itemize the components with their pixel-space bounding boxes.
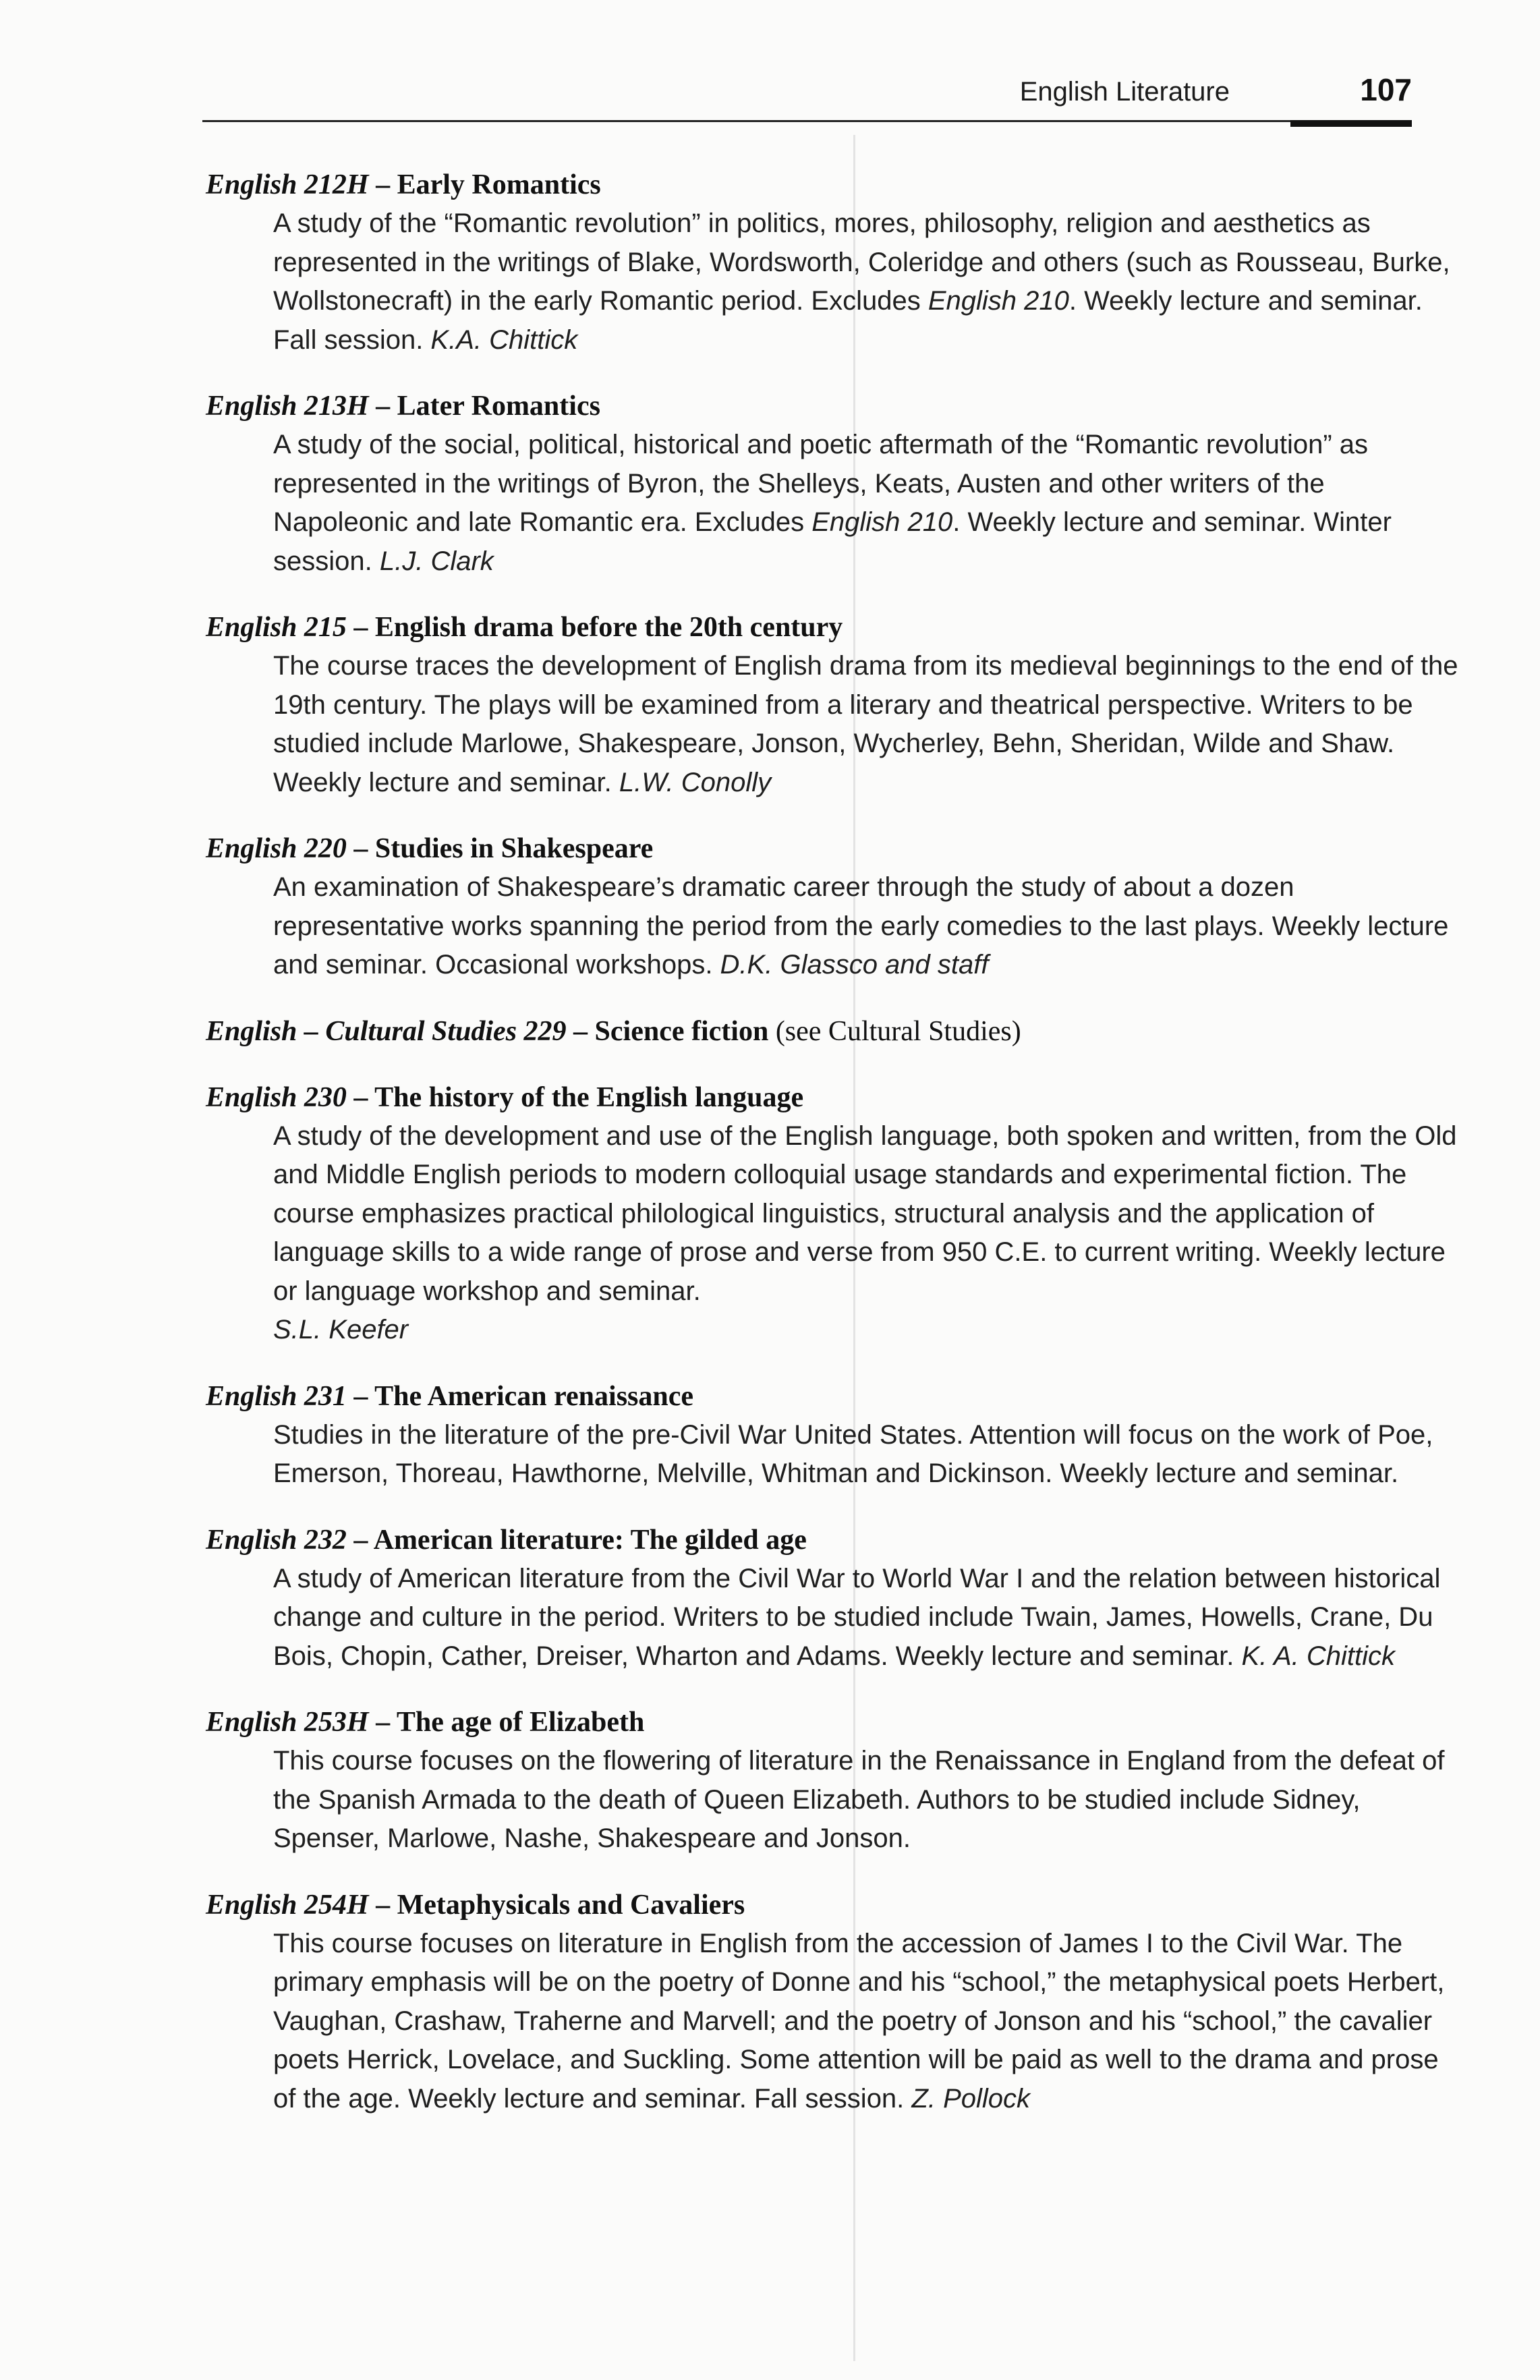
course-code: English 213H	[206, 391, 369, 422]
course-heading	[206, 1703, 1460, 1742]
course-entry	[206, 1703, 1460, 1859]
description-text: An examination of Shakespeare’s dramatic career through the study of about a dozen representative works spanning the period from the early comedies to the last plays. Weekly lecture and seminar. Occasional workshops.	[273, 872, 1449, 980]
heading-separator: –	[346, 833, 375, 864]
course-title: Science fiction	[594, 1015, 769, 1047]
heading-separator: –	[346, 1380, 375, 1412]
course-code: English 254H	[206, 1889, 369, 1921]
course-heading	[206, 1377, 1460, 1416]
course-entry	[206, 829, 1460, 985]
description-text: Studies in the literature of the pre-Civil War United States. Attention will focus on the work of Poe, Emerson, Thoreau, Hawthorne, Melville, Whitman and Dickinson. Weekly lecture and seminar.	[273, 1419, 1433, 1488]
course-title: The American renaissance	[374, 1380, 694, 1412]
course-list	[206, 165, 1460, 2145]
course-heading	[206, 1521, 1460, 1560]
course-description	[273, 1925, 1460, 2119]
heading-separator: –	[346, 1081, 375, 1113]
course-description	[273, 647, 1460, 802]
heading-separator: –	[368, 169, 397, 200]
cross-reference: (see Cultural Studies)	[775, 1015, 1021, 1047]
course-code: English 253H	[206, 1707, 369, 1738]
course-entry	[206, 387, 1460, 581]
course-code: English 212H	[206, 169, 369, 200]
course-code: English 232	[206, 1524, 347, 1556]
excludes-reference: English 210	[928, 286, 1069, 316]
course-heading	[206, 1886, 1460, 1925]
course-entry	[206, 165, 1460, 360]
course-heading	[206, 1012, 1460, 1051]
course-heading	[206, 608, 1460, 647]
heading-separator: –	[368, 391, 397, 422]
course-heading	[206, 1078, 1460, 1117]
course-code: English 230	[206, 1081, 347, 1113]
course-code: English 215	[206, 612, 347, 643]
header-rule	[202, 120, 1412, 122]
course-title: Studies in Shakespeare	[374, 833, 654, 864]
heading-separator: –	[346, 612, 375, 643]
course-description	[273, 868, 1460, 985]
heading-separator: –	[346, 1524, 374, 1556]
course-description	[273, 1742, 1460, 1859]
page-number: 107	[1360, 72, 1412, 107]
description-text: This course focuses on literature in English from the accession of James I to the Civil War. The primary emphasis will be on the poetry of Donne and his “school,” the metaphysical poets Herbert, Vaughan, Crashaw, Traherne and Marvell; and the poetry of Jonson and his “school,” the cavalier poets Herrick, Lovelace, and Suckling. Some attention will be paid as well to the drama and prose of the age. Weekly lecture and seminar. Fall session.	[273, 1928, 1445, 2114]
excludes-reference: English 210	[811, 507, 953, 537]
page-header	[202, 67, 1432, 128]
course-description	[273, 426, 1460, 581]
course-heading	[206, 829, 1460, 868]
course-entry	[206, 1521, 1460, 1676]
course-description	[273, 1416, 1460, 1494]
heading-separator: –	[368, 1707, 397, 1738]
course-heading	[206, 165, 1460, 204]
course-entry	[206, 1012, 1460, 1051]
instructor: L.J. Clark	[379, 546, 494, 576]
course-entry	[206, 1886, 1460, 2119]
course-title: Metaphysicals and Cavaliers	[397, 1889, 745, 1921]
header-rule-accent	[1290, 120, 1412, 127]
description-text: A study of American literature from the Civil War to World War I and the relation between historical change and culture in the period. Writers to be studied include Twain, James, Howells, Crane, Du Bois, Chopin, Cather, Dreiser, Wharton and Adams. Weekly lecture and seminar.	[273, 1563, 1441, 1671]
course-title: American literature: The gilded age	[373, 1524, 807, 1556]
course-title: The history of the English language	[374, 1081, 804, 1113]
description-text: This course focuses on the flowering of literature in the Renaissance in England from the defeat of the Spanish Armada to the death of Queen Elizabeth. Authors to be studied include Sidney, Spenser, Marlowe, Nashe, Shakespeare and Jonson.	[273, 1746, 1445, 1853]
instructor: K. A. Chittick	[1241, 1641, 1395, 1671]
course-code: English – Cultural Studies 229	[206, 1015, 567, 1047]
heading-separator: –	[368, 1889, 397, 1921]
course-title: Early Romantics	[397, 169, 601, 200]
course-code: English 220	[206, 833, 347, 864]
course-entry	[206, 608, 1460, 802]
description-text: . Weekly lecture and seminar. Winter session.	[273, 507, 1392, 576]
course-description	[273, 204, 1460, 360]
course-title: English drama before the 20th century	[374, 612, 843, 643]
description-text: A study of the development and use of the English language, both spoken and written, from the Old and Middle English periods to modern colloquial usage standards and experimental fiction. The course emphasizes practical philological linguistics, structural analysis and the application of language skills to a wide range of prose and verse from 950 C.E. to current writing. Weekly lecture or language workshop and seminar.	[273, 1121, 1457, 1306]
running-head: English Literature	[1019, 77, 1230, 107]
description-text: The course traces the development of English drama from its medieval beginnings to the end of the 19th century. The plays will be examined from a literary and theatrical perspective. Writers to be studied include Marlowe, Shakespeare, Jonson, Wycherley, Behn, Sheridan, Wilde and Shaw. Weekly lecture and seminar.	[273, 651, 1458, 797]
instructor: L.W. Conolly	[619, 767, 772, 797]
course-description	[273, 1117, 1460, 1350]
course-code: English 231	[206, 1380, 347, 1412]
description-text: A study of the social, political, historical and poetic aftermath of the “Romantic revolution” as represented in the writings of Byron, the Shelleys, Keats, Austen and other writers of the Napoleonic and late Romantic era. Excludes	[273, 430, 1369, 537]
course-title: Later Romantics	[397, 391, 600, 422]
course-entry	[206, 1377, 1460, 1494]
course-entry	[206, 1078, 1460, 1350]
description-text: . Weekly lecture and seminar. Fall session.	[273, 286, 1423, 355]
heading-separator: –	[566, 1015, 595, 1047]
course-title: The age of Elizabeth	[396, 1707, 645, 1738]
instructor: K.A. Chittick	[430, 324, 578, 355]
instructor: S.L. Keefer	[273, 1315, 409, 1344]
instructor: Z. Pollock	[911, 2083, 1031, 2114]
course-description	[273, 1560, 1460, 1676]
course-heading	[206, 387, 1460, 426]
instructor: D.K. Glassco and staff	[720, 950, 989, 980]
description-text: A study of the “Romantic revolution” in politics, mores, philosophy, religion and aesthetics as represented in the writings of Blake, Wordsworth, Coleridge and others (such as Rousseau, Burke, Wollstonecraft) in the early Romantic period. Excludes	[273, 208, 1450, 316]
